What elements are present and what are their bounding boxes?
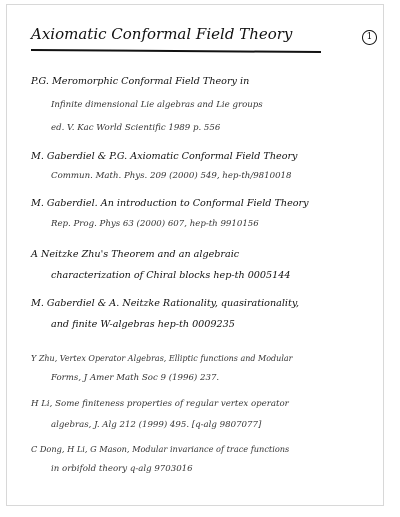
- reference-line: M. Gaberdiel & P.G. Axiomatic Conformal Field Theory: [31, 151, 298, 162]
- reference-line: M. Gaberdiel. An introduction to Conformal Field Theory: [31, 198, 309, 209]
- reference-line: Y Zhu, Vertex Operator Algebras, Elliptic functions and Modular: [31, 354, 293, 363]
- page-number-badge: 1: [362, 30, 377, 45]
- reference-line: and finite W-algebras hep-th 0009235: [51, 319, 235, 330]
- reference-line: algebras, J. Alg 212 (1999) 495. [q-alg 9807077]: [51, 420, 262, 430]
- title-underline: [31, 49, 321, 53]
- reference-line: Forms, J Amer Math Soc 9 (1996) 237.: [51, 373, 220, 383]
- reference-line: Infinite dimensional Lie algebras and Lie groups: [51, 100, 263, 110]
- reference-line: Rep. Prog. Phys 63 (2000) 607, hep-th 9910156: [51, 219, 259, 229]
- reference-line: P.G. Meromorphic Conformal Field Theory in: [31, 76, 250, 87]
- reference-line: M. Gaberdiel & A. Neitzke Rationality, quasirationality,: [31, 298, 300, 309]
- reference-line: characterization of Chiral blocks hep-th 0005144: [51, 270, 291, 281]
- reference-line: A Neitzke Zhu's Theorem and an algebraic: [31, 249, 240, 260]
- reference-line: C Dong, H Li, G Mason, Modular invariance of trace functions: [31, 444, 290, 454]
- notes-page: [6, 4, 384, 506]
- reference-line: in orbifold theory q-alg 9703016: [51, 464, 193, 474]
- reference-line: H Li, Some finiteness properties of regular vertex operator: [31, 399, 289, 409]
- reference-line: ed. V. Kac World Scientific 1989 p. 556: [51, 123, 221, 133]
- page-title: Axiomatic Conformal Field Theory: [31, 25, 293, 43]
- reference-line: Commun. Math. Phys. 209 (2000) 549, hep-th/9810018: [51, 171, 292, 181]
